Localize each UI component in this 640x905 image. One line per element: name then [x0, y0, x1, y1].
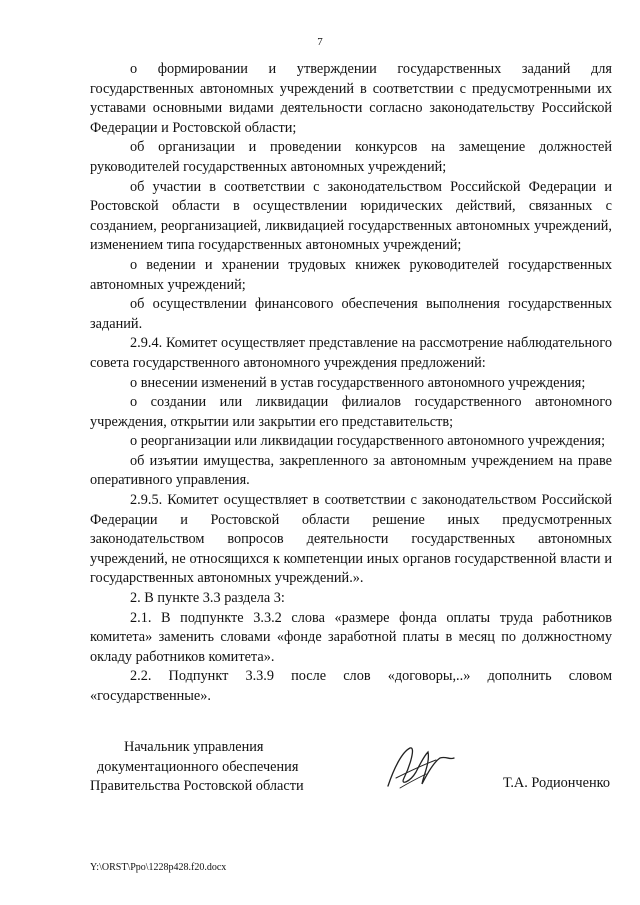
signatory-title-line: Правительства Ростовской области: [90, 778, 304, 795]
page-number: 7: [317, 36, 323, 48]
paragraph: 2. В пункте 3.3 раздела 3:: [130, 590, 285, 607]
file-path-footer: Y:\ORST\Ppo\1228p428.f20.docx: [90, 862, 227, 873]
paragraph: об участии в соответствии с законодательством Российской Федерации и Ростовской области в осуществлении юридических действий, связанных с созданием, реорганизацией, ликвидацией государственных автономных учреждений, изменением типа государственных автономных учреждений;: [90, 178, 612, 254]
paragraph: 2.2. Подпункт 3.3.9 после слов «договоры,..» дополнить словом «государственные».: [90, 668, 612, 704]
signatory-title: [90, 738, 304, 797]
signatory-title-line: документационного обеспечения: [97, 758, 299, 775]
paragraph: 2.9.5. Комитет осуществляет в соответствии с законодательством Российской Федерации и Ростовской области решение иных предусмотренных законодательством вопросов деятельности государственных автономных учреждений, не относящихся к компетенции иных органов государственной власти и государственных автономных учреждений.».: [90, 492, 612, 587]
paragraph: о реорганизации или ликвидации государственного автономного учреждения;: [130, 433, 606, 450]
signatory-title-line: Начальник управления: [124, 739, 264, 755]
document-body: [90, 60, 612, 707]
paragraph: о ведении и хранении трудовых книжек руководителей государственных автономных учреждений;: [90, 256, 612, 293]
paragraph: 2.1. В подпункте 3.3.2 слова «размере фонда оплаты труда работников комитета» заменить словами «фонде заработной платы в месяц по должностному окладу работников комитета».: [90, 609, 612, 665]
paragraph: об осуществлении финансового обеспечения выполнения государственных заданий.: [90, 296, 612, 332]
paragraph: об организации и проведении конкурсов на замещение должностей руководителей государственных автономных учреждений;: [90, 139, 612, 175]
paragraph: о создании или ликвидации филиалов государственного автономного учреждения, открытии или закрытии его представительств;: [90, 394, 612, 430]
paragraph: о формировании и утверждении государственных заданий для государственных автономных учреждений в соответствии с предусмотренными их уставами основными видами деятельности согласно законодательству Российской Федерации и Ростовской области;: [90, 61, 612, 136]
signature-block: [90, 738, 612, 798]
signatory-name: Т.А. Родионченко: [503, 775, 610, 791]
handwritten-signature: [380, 738, 460, 796]
paragraph: 2.9.4. Комитет осуществляет представление на рассмотрение наблюдательного совета государственного автономного учреждения предложений:: [90, 335, 612, 371]
paragraph: об изъятии имущества, закрепленного за автономным учреждением на праве оперативного управления.: [90, 452, 612, 489]
paragraph: о внесении изменений в устав государственного автономного учреждения;: [130, 374, 586, 391]
